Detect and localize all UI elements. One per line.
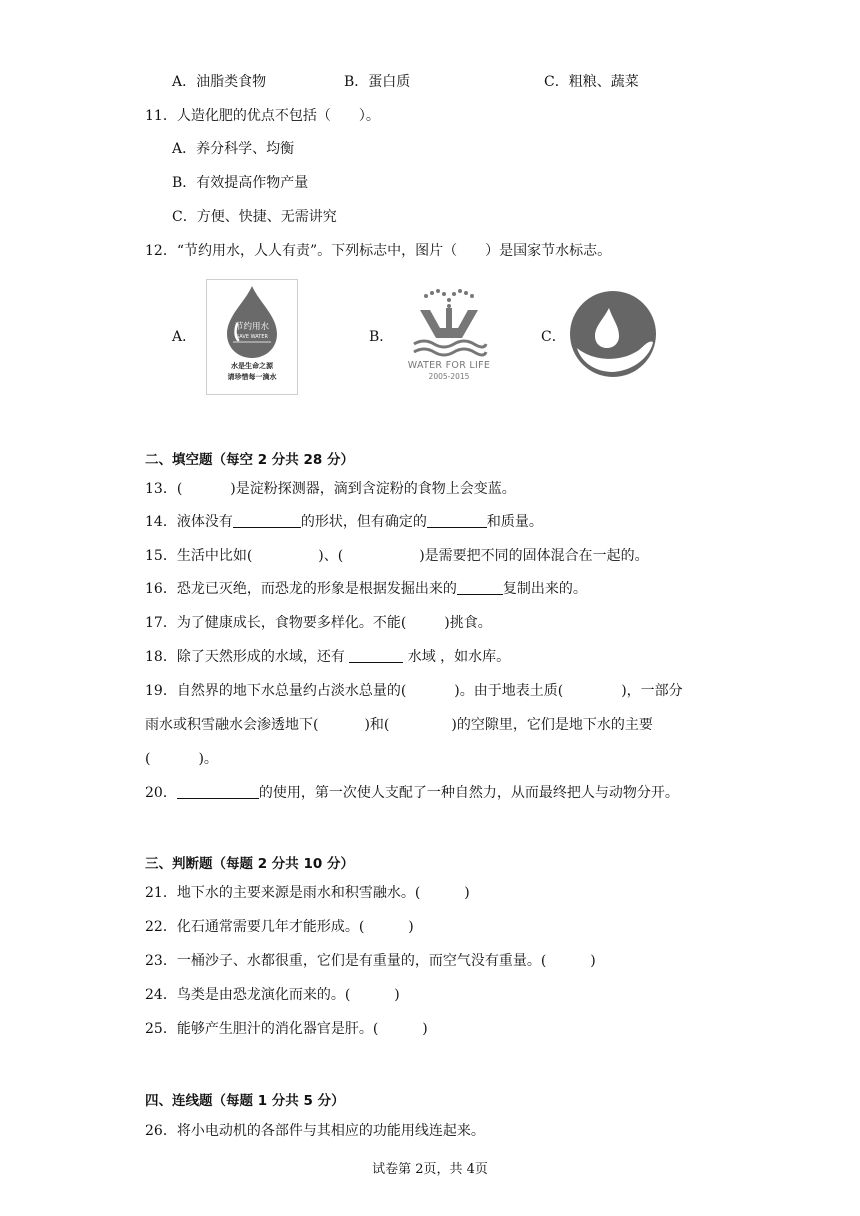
q12-option-b-label: B． <box>369 329 394 345</box>
q16-text-b: 复制出来的。 <box>502 581 587 597</box>
logo-a-subtitle: SAVE WATER <box>236 334 268 340</box>
q23-text-b: ) <box>590 953 596 969</box>
fountain-hands-icon <box>400 288 498 358</box>
q13 <box>145 479 516 499</box>
q16 <box>145 579 587 599</box>
q14-text-a: 14．液体没有 <box>145 514 233 530</box>
q26: 26．将小电动机的各部件与其相应的功能用线连起来。 <box>145 1123 485 1139</box>
q18 <box>145 647 510 667</box>
q19-text-2a: 雨水或积雪融水会渗透地下( <box>145 717 319 733</box>
q12-option-a-label: A． <box>172 329 197 345</box>
q17-text-a: 17．为了健康成长，食物要多样化。不能( <box>145 615 407 631</box>
q13-text-b: )是淀粉探测器，滴到含淀粉的食物上会变蓝。 <box>230 481 516 497</box>
q19-text-2b: )和( <box>364 717 390 733</box>
q19-line-3 <box>145 749 218 769</box>
q18-text-b: 水域 ，如水库。 <box>403 649 511 665</box>
q18-blank[interactable] <box>349 648 403 663</box>
q19-text-1a: 19．自然界的地下水总量约占淡水总量的( <box>145 683 407 699</box>
q10-option-a: A．油脂类食物 <box>172 74 267 90</box>
logo-b-text: WATER FOR LIFE <box>407 360 491 371</box>
q10-option-c: C．粗粮、蔬菜 <box>544 74 639 90</box>
q14 <box>145 512 543 532</box>
q24 <box>145 985 400 1005</box>
q19-line-2 <box>145 715 653 735</box>
q14-blank-1[interactable] <box>233 513 301 528</box>
page-footer: 试卷第 2页，共 4页 <box>372 1162 488 1177</box>
q22-text-a: 22．化石通常需要几年才能形成。( <box>145 919 365 935</box>
section2-title: 二、填空题（每空 2 分共 28 分） <box>145 452 354 468</box>
q11-option-a: A．养分科学、均衡 <box>172 141 295 157</box>
q22-text-b: ) <box>408 919 414 935</box>
q13-text-a: 13．( <box>145 481 183 497</box>
q15-text-a: 15．生活中比如( <box>145 548 253 564</box>
q14-text-b: 的形状，但有确定的 <box>300 514 427 530</box>
q19-text-2c: )的空隙里，它们是地下水的主要 <box>451 717 653 733</box>
q12-option-c-label: C． <box>541 329 566 345</box>
q15 <box>145 546 649 566</box>
save-water-drop-logo <box>206 279 298 395</box>
q15-text-b: )、( <box>318 548 344 564</box>
q22 <box>145 917 414 937</box>
q20-blank[interactable] <box>177 784 259 799</box>
q16-blank[interactable] <box>457 580 503 595</box>
q24-text-a: 24．鸟类是由恐龙演化而来的。( <box>145 987 351 1003</box>
q19-text-1c: )，一部分 <box>621 683 683 699</box>
q12-stem: 12．“节约用水，人人有责”。下列标志中，图片（ ）是国家节水标志。 <box>145 243 612 259</box>
q20 <box>145 783 679 803</box>
q19-line-1 <box>145 681 683 701</box>
q21-text-b: ) <box>464 885 470 901</box>
q25 <box>145 1019 428 1039</box>
logo-b-years: 2005-2015 <box>428 372 470 381</box>
q17-text-b: )挑食。 <box>444 615 492 631</box>
q25-text-b: ) <box>422 1021 428 1037</box>
q10-option-b: B．蛋白质 <box>344 74 411 90</box>
q21 <box>145 883 470 903</box>
q11-stem: 11．人造化肥的优点不包括（ ）。 <box>145 108 380 124</box>
q20-text-b: 的使用，第一次使人支配了一种自然力，从而最终把人与动物分开。 <box>258 785 679 801</box>
q23 <box>145 951 596 971</box>
q14-blank-2[interactable] <box>427 513 487 528</box>
q19-text-3b: )。 <box>198 751 218 767</box>
q14-text-c: 和质量。 <box>486 514 543 530</box>
q11-option-c: C．方便、快捷、无需讲究 <box>172 209 337 225</box>
q15-text-c: )是需要把不同的固体混合在一起的。 <box>419 548 649 564</box>
q17 <box>145 613 492 633</box>
water-saving-circle-icon <box>569 290 657 378</box>
q24-text-b: ) <box>394 987 400 1003</box>
q16-text-a: 16．恐龙已灭绝，而恐龙的形象是根据发掘出来的 <box>145 581 457 597</box>
q23-text-a: 23．一桶沙子、水都很重，它们是有重量的，而空气没有重量。( <box>145 953 547 969</box>
section4-title: 四、连线题（每题 1 分共 5 分） <box>145 1093 345 1109</box>
logo-a-title: 节约用水 <box>234 322 269 332</box>
q19-text-1b: )。由于地表土质( <box>454 683 564 699</box>
national-water-saving-logo <box>569 290 657 378</box>
q19-text-3a: ( <box>145 751 151 767</box>
q11-option-b: B．有效提高作物产量 <box>172 175 309 191</box>
logo-a-slogan-1: 水是生命之源 <box>231 362 273 370</box>
q21-text-a: 21．地下水的主要来源是雨水和积雪融水。( <box>145 885 421 901</box>
q20-text-a: 20． <box>145 785 177 801</box>
water-for-life-logo <box>400 288 498 384</box>
q25-text-a: 25．能够产生胆汁的消化器官是肝。( <box>145 1021 379 1037</box>
q18-text-a: 18．除了天然形成的水域，还有 <box>145 649 350 665</box>
logo-a-slogan-2: 请珍惜每一滴水 <box>227 373 277 381</box>
section3-title: 三、判断题（每题 2 分共 10 分） <box>145 856 354 872</box>
